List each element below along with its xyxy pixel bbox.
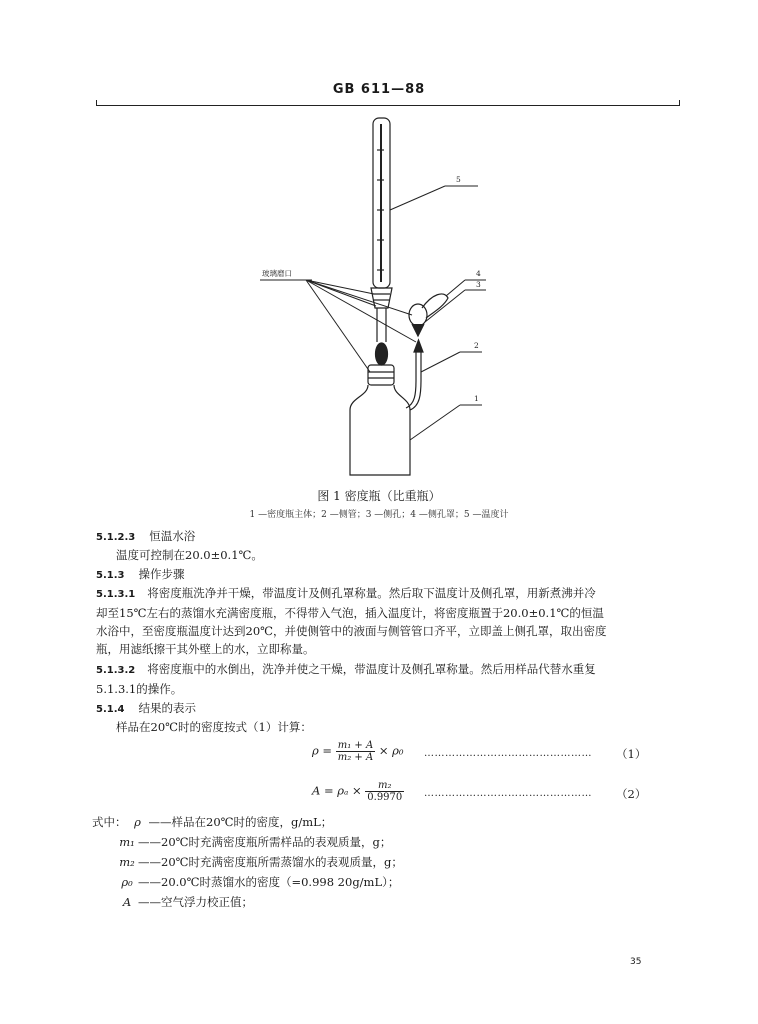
definition-row	[116, 834, 391, 850]
paragraph-5-1-3-1	[96, 584, 607, 658]
section-title: 结果的表示	[138, 701, 196, 715]
equation-1	[312, 740, 404, 763]
eq2-numerator: m₂	[365, 780, 404, 792]
figure-legend: 1 —密度瓶主体；2 —侧管；3 —侧孔；4 —侧孔罩；5 —温度计	[249, 510, 509, 520]
eq2-denominator: 0.9970	[367, 792, 403, 803]
paragraph-line: 瓶，用滤纸擦干其外壁上的水，立即称量。	[96, 642, 315, 656]
section-heading	[96, 700, 196, 716]
standard-header: GB 611—88	[332, 82, 426, 97]
header-rule-tick-left	[96, 100, 97, 106]
section-number: 5.1.2.3	[96, 532, 136, 543]
definition-symbol: A	[122, 895, 132, 909]
definition-row	[92, 814, 332, 830]
section-title: 恒温水浴	[149, 529, 196, 543]
definition-text: ——样品在20℃时的密度，g/mL；	[148, 815, 333, 829]
definition-symbol: ρ	[134, 815, 141, 829]
callout-2: 2	[474, 341, 479, 350]
eq2-fraction	[365, 780, 404, 803]
callout-5: 5	[456, 175, 461, 184]
definition-row	[116, 874, 399, 890]
section-number: 5.1.3	[96, 570, 125, 581]
paragraph-line: 5.1.3.1的操作。	[96, 682, 183, 696]
eq1-lhs: ρ =	[312, 743, 333, 758]
eq1-numerator: m₁ + A	[337, 740, 374, 751]
section-title: 操作步骤	[138, 567, 185, 581]
definition-symbol: m₁	[119, 835, 135, 849]
eq2-number: （2）	[616, 787, 647, 801]
eq1-denominator: m₂ + A	[337, 752, 374, 763]
figure-caption: 图 1 密度瓶（比重瓶）	[317, 489, 441, 503]
definition-text: ——20℃时充满密度瓶所需样品的表观质量，g；	[138, 835, 392, 849]
callout-1: 1	[474, 394, 479, 403]
eq1-rhs: × ρ₀	[378, 743, 404, 758]
header-rule-tick-right	[679, 100, 680, 106]
paragraph-line: 将密度瓶洗净并干燥，带温度计及侧孔罩称量。然后取下温度计及侧孔罩，用新煮沸并冷	[147, 586, 596, 600]
paragraph: 样品在20℃时的密度按式（1）计算：	[116, 720, 312, 734]
section-heading	[96, 528, 195, 544]
header-rule	[96, 105, 680, 106]
density-bottle-figure	[250, 110, 500, 480]
definition-text: ——空气浮力校正值；	[138, 895, 253, 909]
paragraph-5-1-3-2	[96, 660, 596, 698]
definition-row	[116, 894, 253, 910]
paragraph: 温度可控制在20.0±0.1℃。	[116, 548, 263, 562]
section-heading	[96, 566, 184, 582]
definition-symbol: m₂	[119, 855, 135, 869]
page-number: 35	[630, 957, 642, 967]
paragraph-line: 却至15℃左右的蒸馏水充满密度瓶，不得带入气泡，插入温度计，将密度瓶置于20.0±0.1℃的恒温	[96, 606, 604, 620]
definition-symbol: ρ₀	[121, 875, 133, 889]
definition-lead: 式中：	[92, 815, 127, 829]
equation-2	[312, 780, 404, 803]
section-number: 5.1.4	[96, 704, 125, 715]
paragraph-line: 水浴中，至密度瓶温度计达到20℃，并使侧管中的液面与侧管管口齐平，立即盖上侧孔罩，取出密度	[96, 624, 607, 638]
callout-4: 4	[476, 269, 481, 278]
callout-3: 3	[476, 280, 481, 289]
eq1-number: （1）	[616, 747, 647, 761]
glass-joint-label: 玻璃磨口	[262, 269, 292, 278]
eq2-leader-dots: …………………………………………	[424, 788, 592, 799]
eq1-leader-dots: …………………………………………	[424, 748, 592, 759]
definition-row	[116, 854, 403, 870]
eq1-fraction	[336, 740, 375, 763]
section-number: 5.1.3.1	[96, 589, 136, 600]
eq2-lhs: A = ρₐ ×	[312, 783, 362, 798]
section-number: 5.1.3.2	[96, 665, 136, 676]
definition-text: ——20℃时充满密度瓶所需蒸馏水的表观质量，g；	[138, 855, 403, 869]
paragraph-line: 将密度瓶中的水倒出，洗净并使之干燥，带温度计及侧孔罩称量。然后用样品代替水重复	[147, 662, 596, 676]
definition-text: ——20.0℃时蒸馏水的密度（=0.998 20g/mL）；	[138, 875, 400, 889]
